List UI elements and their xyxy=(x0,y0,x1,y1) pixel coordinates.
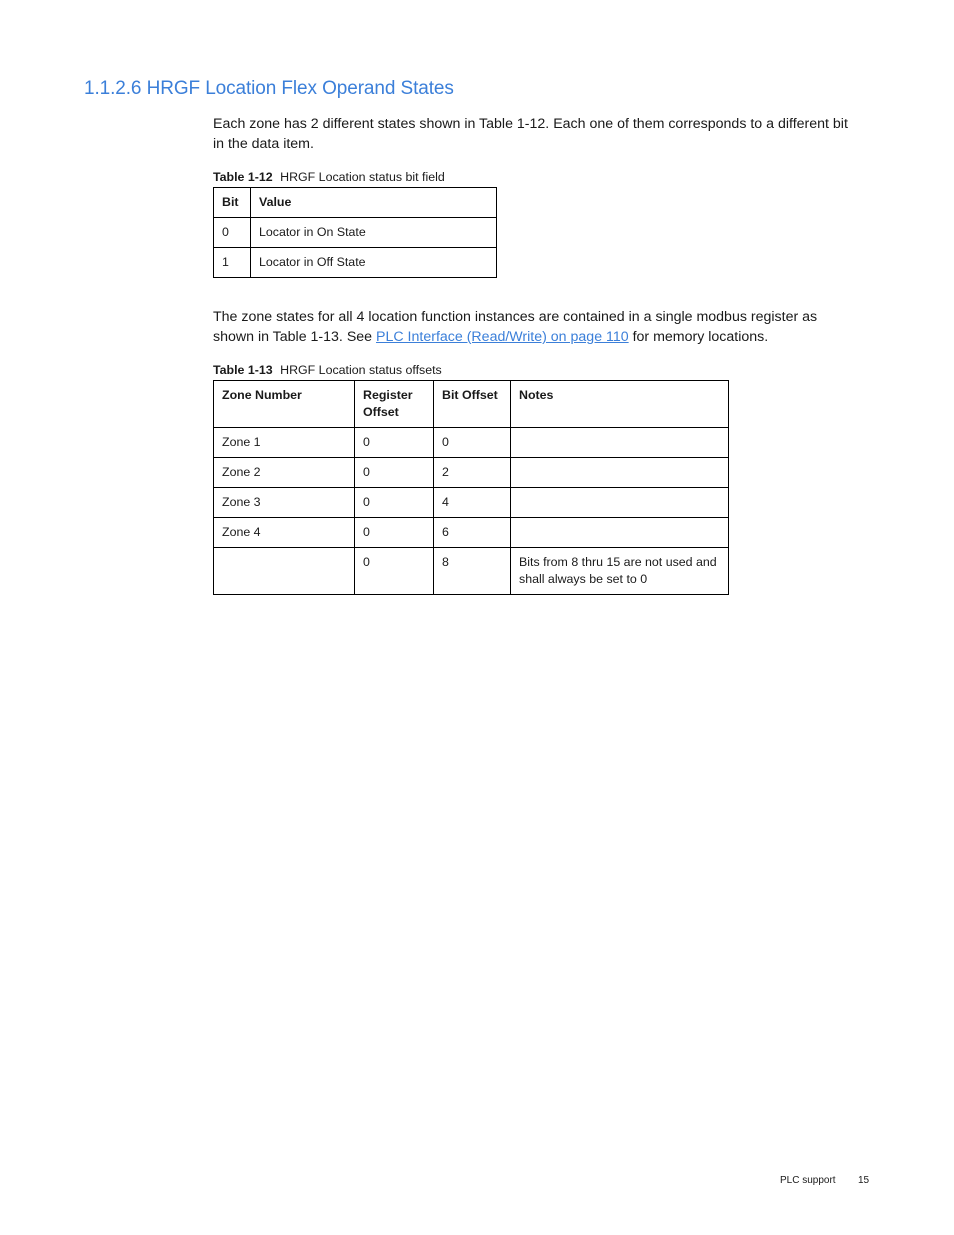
header-value: Value xyxy=(251,188,497,218)
cell-zone: Zone 4 xyxy=(214,518,355,548)
cell-zone: Zone 3 xyxy=(214,488,355,518)
table-1-12-caption xyxy=(213,170,445,184)
cell-zone: Zone 1 xyxy=(214,428,355,458)
cell-bit-offset: 6 xyxy=(434,518,511,548)
cell-zone: Zone 2 xyxy=(214,458,355,488)
cell-register-offset: 0 xyxy=(355,518,434,548)
table-row xyxy=(214,548,729,595)
cell-bit-offset: 0 xyxy=(434,428,511,458)
table-row xyxy=(214,518,729,548)
cell-bit-offset: 2 xyxy=(434,458,511,488)
cell-notes xyxy=(511,488,729,518)
cell-register-offset: 0 xyxy=(355,458,434,488)
cell-bit: 1 xyxy=(214,248,251,278)
table-header-row xyxy=(214,381,729,428)
caption-text: HRGF Location status offsets xyxy=(280,363,442,377)
cell-register-offset: 0 xyxy=(355,428,434,458)
cell-register-offset: 0 xyxy=(355,548,434,595)
table-row xyxy=(214,488,729,518)
register-paragraph xyxy=(213,307,861,347)
table-row xyxy=(214,218,497,248)
footer-page-number: 15 xyxy=(858,1175,870,1186)
table-header-row xyxy=(214,188,497,218)
bit-field-table xyxy=(213,187,497,278)
cell-register-offset: 0 xyxy=(355,488,434,518)
cell-value: Locator in Off State xyxy=(251,248,497,278)
header-zone-number: Zone Number xyxy=(214,381,355,428)
header-notes: Notes xyxy=(511,381,729,428)
status-offsets-table xyxy=(213,380,729,595)
cell-bit: 0 xyxy=(214,218,251,248)
header-bit: Bit xyxy=(214,188,251,218)
table-1-13-caption xyxy=(213,363,442,377)
intro-paragraph: Each zone has 2 different states shown in Table 1-12. Each one of them corresponds to a different bit in the data item. xyxy=(213,116,848,152)
plc-interface-link[interactable]: PLC Interface (Read/Write) on page 110 xyxy=(376,329,629,345)
caption-label: Table 1-12 xyxy=(213,170,273,184)
header-register-offset: Register Offset xyxy=(355,381,434,428)
header-bit-offset: Bit Offset xyxy=(434,381,511,428)
paragraph-text-before: The zone states for all 4 location function instances are contained in a single modbus register as shown in Table 1-13. See xyxy=(213,309,818,345)
cell-notes: Bits from 8 thru 15 are not used and shall always be set to 0 xyxy=(511,548,729,595)
caption-text: HRGF Location status bit field xyxy=(280,170,445,184)
paragraph-text-after: for memory locations. xyxy=(628,329,769,345)
cell-notes xyxy=(511,428,729,458)
cell-value: Locator in On State xyxy=(251,218,497,248)
cell-bit-offset: 8 xyxy=(434,548,511,595)
cell-notes xyxy=(511,458,729,488)
cell-zone xyxy=(214,548,355,595)
section-heading: 1.1.2.6 HRGF Location Flex Operand States xyxy=(84,78,454,99)
caption-label: Table 1-13 xyxy=(213,363,273,377)
footer-chapter: PLC support xyxy=(780,1175,836,1186)
table-row xyxy=(214,458,729,488)
table-row xyxy=(214,428,729,458)
cell-bit-offset: 4 xyxy=(434,488,511,518)
table-row xyxy=(214,248,497,278)
cell-notes xyxy=(511,518,729,548)
